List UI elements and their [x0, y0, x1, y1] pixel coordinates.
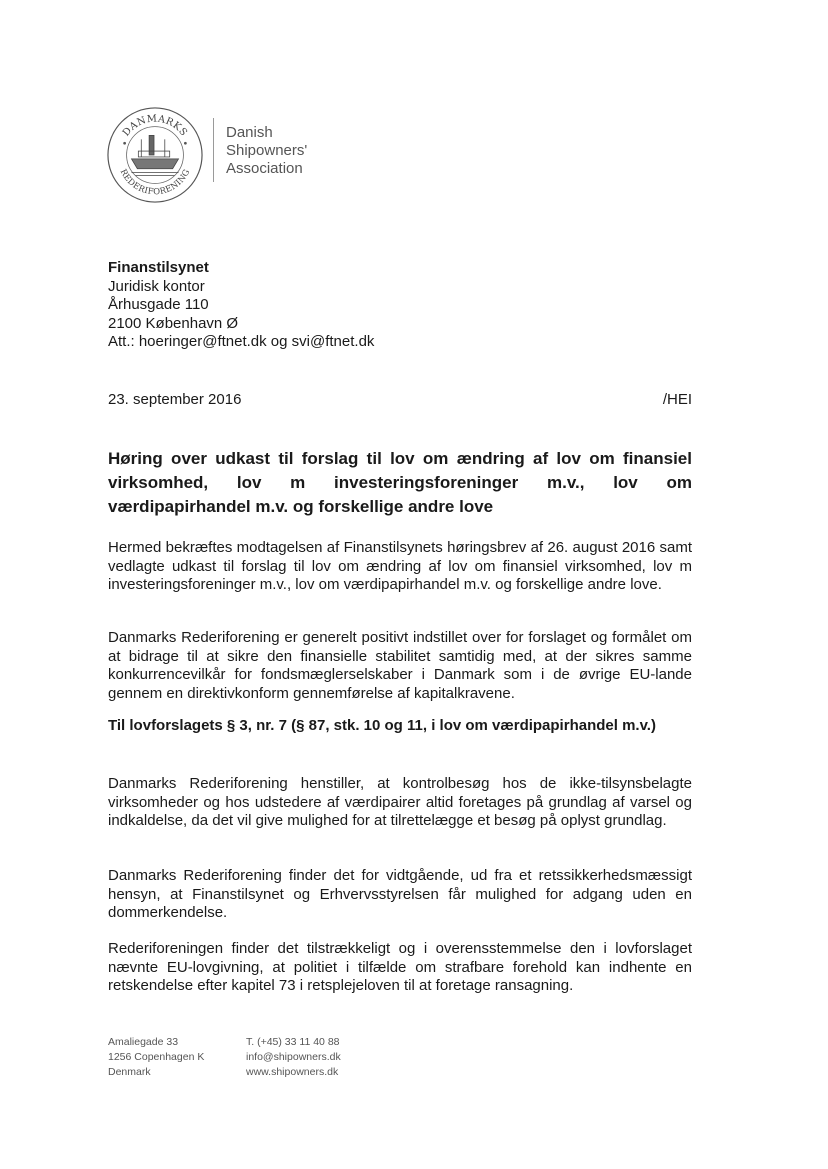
footer-address-line: 1256 Copenhagen K — [108, 1051, 205, 1063]
footer-phone: T. (+45) 33 11 40 88 — [246, 1036, 340, 1048]
association-seal-logo — [106, 106, 204, 204]
recipient-street: Århusgade 110 — [108, 296, 209, 313]
letter-date: 23. september 2016 — [108, 391, 242, 408]
footer-email: info@shipowners.dk — [246, 1051, 341, 1063]
association-name-line: Association — [226, 160, 303, 177]
footer-address-line: Denmark — [108, 1066, 151, 1078]
association-name-line: Danish — [226, 124, 273, 141]
recipient-city: 2100 København Ø — [108, 314, 239, 332]
footer-website: www.shipowners.dk — [246, 1066, 339, 1078]
footer-address — [108, 1035, 204, 1080]
logo-divider — [213, 118, 214, 182]
recipient-address — [108, 259, 374, 352]
svg-text:DANMARKS: DANMARKS — [120, 113, 190, 139]
recipient-name: Finanstilsynet — [108, 259, 209, 276]
footer-address-line: Amaliegade 33 — [108, 1036, 179, 1048]
ship-icon — [131, 135, 178, 175]
letter-reference: /HEI — [662, 391, 692, 408]
body-paragraph: Rederiforeningen finder det tilstrækkeligt og i overensstemmelse den i lovforslaget nævnte EU-lovgivning, at politiet i tilfælde om strafbare forehold kan indhente en retskendelse efter kapitel 73 i retsplejeloven til at foretage ransagning. — [108, 940, 692, 995]
svg-text:REDERIFORENING: REDERIFORENING — [118, 167, 192, 197]
body-paragraph: Hermed bekræftes modtagelsen af Finanstilsynets høringsbrev af 26. august 2016 samt vedlagte udkast til forslag til lov om ændring af lov om finansiel virksomhed, lov m investeringsforeninger m.v., lov om værdipapirhandel m.v. og forskellige andre love. — [108, 539, 692, 594]
body-paragraph: Danmarks Rederiforening henstiller, at kontrolbesøg hos de ikke-tilsynsbelagte virksomheder og hos udstedere af værdipairer altid foretages på grundlag af varsel og indkaldelse, da det vil give mulighed for at tilrettelægge et besøg på oplyst grundlag. — [108, 775, 692, 830]
recipient-attention: Att.: hoeringer@ftnet.dk og svi@ftnet.dk — [108, 333, 375, 350]
association-name-line: Shipowners' — [226, 142, 308, 159]
recipient-department: Juridisk kontor — [108, 277, 205, 295]
section-heading: Til lovforslagets § 3, nr. 7 (§ 87, stk. 10 og 11, i lov om værdipapirhandel m.v.) — [108, 717, 656, 734]
letter-title: Høring over udkast til forslag til lov om ændring af lov om finansiel virksomhed, lov m investeringsforeninger m.v., lov om værdipapirhandel m.v. og forskellige andre love — [108, 449, 692, 516]
footer-contact — [246, 1035, 341, 1080]
association-name — [226, 124, 307, 178]
body-paragraph: Danmarks Rederiforening er generelt positivt indstillet over for forslaget og formålet om at bidrage til at sikre den finansielle stabilitet samtidig med, at der sikres samme konkurrencevilkår for fondsmæglerselskaber i Danmark som i de øvrige EU-lande gennem en direktivkonform gennemførelse af kapitalkravene. — [108, 629, 692, 703]
body-paragraph: Danmarks Rederiforening finder det for vidtgående, ud fra et retssikkerhedsmæssigt hensyn, at Finanstilsynet og Erhvervsstyrelsen får mulighed for adgang uden en dommerkendelse. — [108, 867, 692, 922]
